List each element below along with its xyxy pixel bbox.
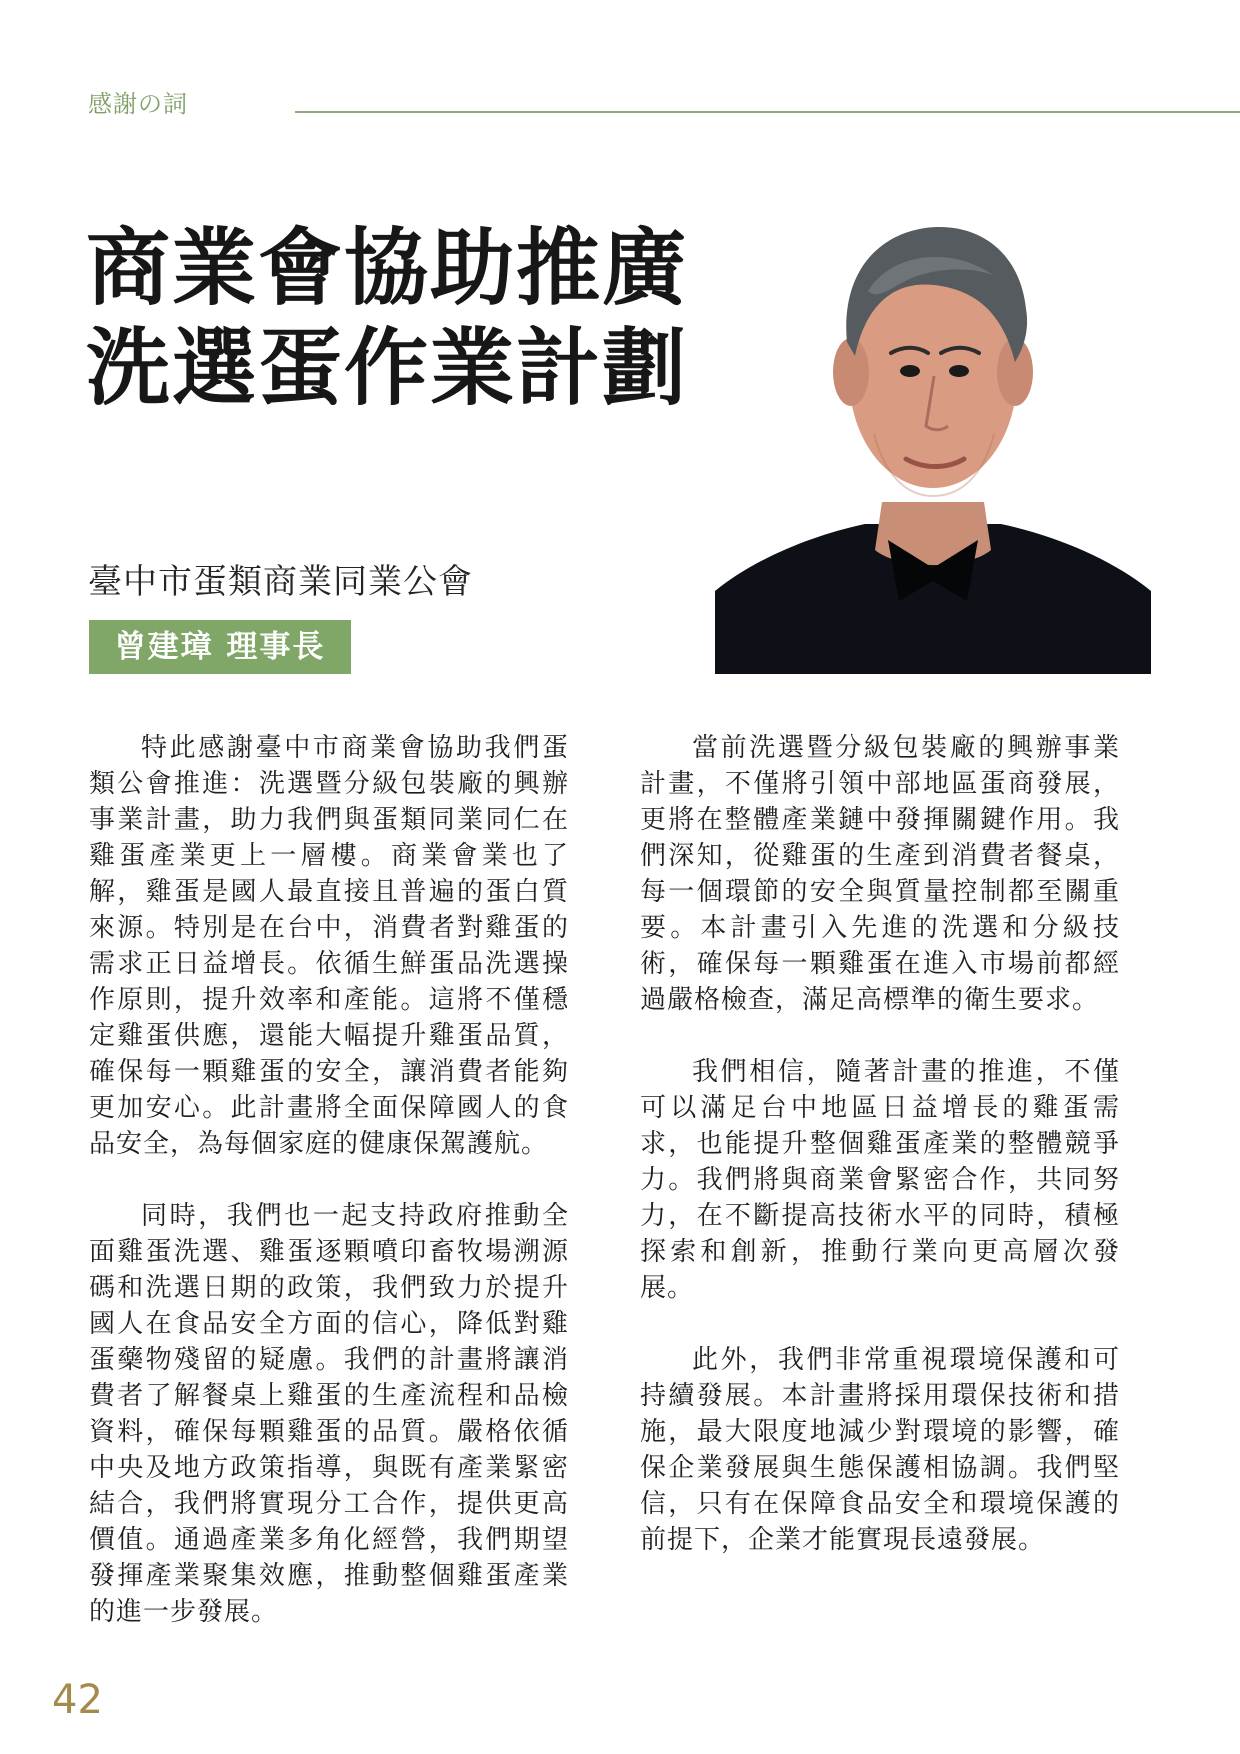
left-paragraph-1: 特此感謝臺中市商業會協助我們蛋類公會推進：洗選暨分級包裝廠的興辦事業計畫，助力我們與蛋類同業同仁在雞蛋產業更上一層樓。商業會業也了解，雞蛋是國人最直接且普遍的蛋白質來源。特別是在台中，消費者對雞蛋的需求正日益增長。依循生鮮蛋品洗選操作原則，提升效率和產能。這將不僅穩定雞蛋供應，還能大幅提升雞蛋品質，確保每一顆雞蛋的安全，讓消費者能夠更加安心。此計畫將全面保障國人的食品安全，為每個家庭的健康保駕護航。 (89, 733, 569, 1159)
right-paragraph-2: 我們相信，隨著計畫的推進，不僅可以滿足台中地區日益增長的雞蛋需求，也能提升整個雞蛋產業的整體競爭力。我們將與商業會緊密合作，共同努力，在不斷提高技術水平的同時，積極探索和創新，推動行業向更高層次發展。 (640, 1057, 1120, 1303)
portrait-photo (715, 174, 1151, 674)
article-title (86, 218, 688, 418)
left-paragraph-2: 同時，我們也一起支持政府推動全面雞蛋洗選、雞蛋逐顆噴印畜牧場溯源碼和洗選日期的政策，我們致力於提升國人在食品安全方面的信心，降低對雞蛋藥物殘留的疑慮。我們的計畫將讓消費者了解餐桌上雞蛋的生產流程和品檢資料，確保每顆雞蛋的品質。嚴格依循中央及地方政策指導，與既有產業緊密結合，我們將實現分工合作，提供更高價值。通過產業多角化經營，我們期望發揮產業聚集效應，推動整個雞蛋產業的進一步發展。 (89, 1201, 569, 1627)
section-label: 感謝の詞 (88, 90, 188, 118)
right-text-column (640, 730, 1120, 1594)
article-title-line-2: 洗選蛋作業計劃 (86, 319, 689, 417)
organization-name: 臺中市蛋類商業同業公會 (88, 562, 473, 602)
article-title-line-1: 商業會協助推廣 (86, 219, 689, 317)
right-paragraph-3: 此外，我們非常重視環境保護和可持續發展。本計畫將採用環保技術和措施，最大限度地減少對環境的影響，確保企業發展與生態保護相協調。我們堅信，只有在保障食品安全和環境保護的前提下，企業才能實現長遠發展。 (640, 1345, 1120, 1555)
left-text-column (89, 730, 569, 1666)
author-name-badge: 曾建璋 理事長 (89, 620, 351, 674)
right-paragraph-1: 當前洗選暨分級包裝廠的興辦事業計畫，不僅將引領中部地區蛋商發展，更將在整體產業鏈中發揮關鍵作用。我們深知，從雞蛋的生產到消費者餐桌，每一個環節的安全與質量控制都至關重要。本計畫引入先進的洗選和分級技術，確保每一顆雞蛋在進入市場前都經過嚴格檢查，滿足高標準的衛生要求。 (640, 733, 1120, 1015)
page-number: 42 (52, 1677, 103, 1723)
header-divider (295, 111, 1240, 113)
